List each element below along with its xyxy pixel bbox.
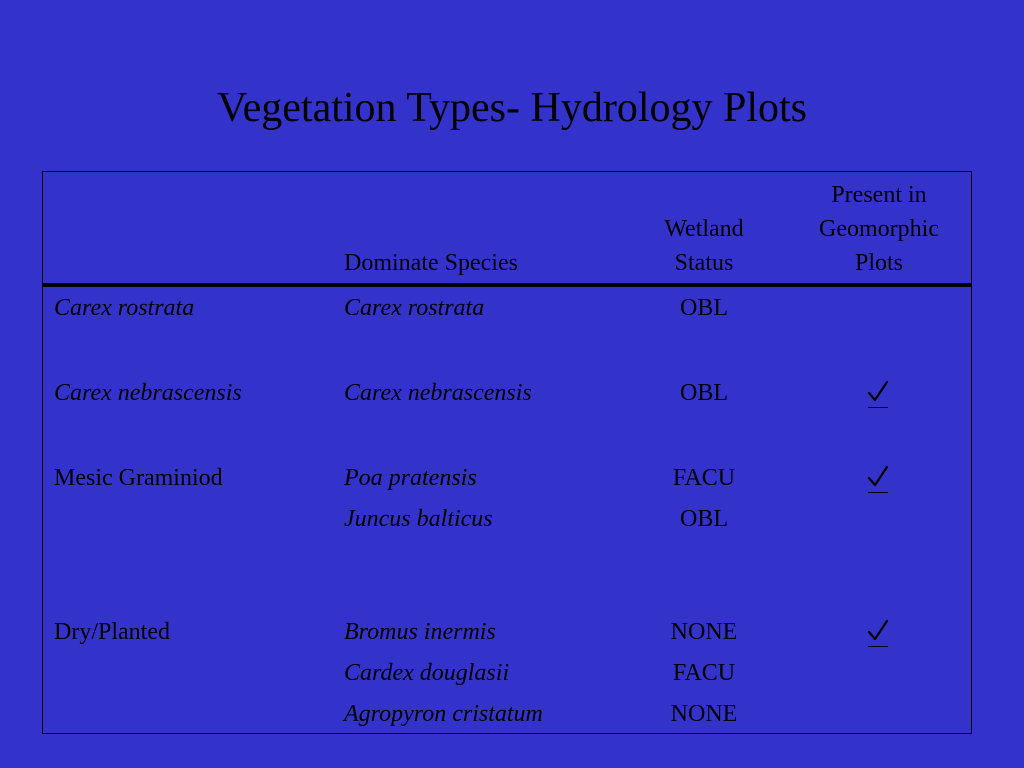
wetland-status-cell: NONE — [670, 701, 738, 727]
checkmark-icon — [866, 376, 894, 410]
wetland-status-cell: FACU — [672, 660, 736, 686]
vegetation-type-cell: Carex nebrascensis — [54, 380, 242, 406]
vegetation-type-cell: Mesic Graminiod — [54, 465, 223, 491]
species-cell: Bromus inermis — [344, 619, 496, 645]
header-wetland-status-line2: Status — [674, 250, 734, 276]
vegetation-type-cell: Carex rostrata — [54, 295, 195, 321]
vegetation-type-cell: Dry/Planted — [54, 619, 170, 645]
species-cell: Juncus balticus — [344, 506, 493, 532]
slide-title: Vegetation Types- Hydrology Plots — [216, 85, 808, 131]
header-present-line3: Plots — [854, 250, 904, 276]
species-cell: Carex nebrascensis — [344, 380, 532, 406]
vegetation-table — [42, 171, 972, 734]
wetland-status-cell: FACU — [672, 465, 736, 491]
wetland-status-cell: OBL — [680, 380, 728, 406]
checkmark-icon — [866, 615, 894, 649]
header-present-line2: Geomorphic — [819, 216, 939, 242]
header-present-line1: Present in — [831, 182, 927, 208]
species-cell: Agropyron cristatum — [344, 701, 543, 727]
species-cell: Poa pratensis — [344, 465, 477, 491]
wetland-status-cell: OBL — [680, 506, 728, 532]
header-wetland-status-line1: Wetland — [664, 216, 744, 242]
header-divider — [43, 283, 971, 287]
header-wetland-status — [634, 212, 774, 280]
wetland-status-cell: OBL — [680, 295, 728, 321]
header-dominate-species: Dominate Species — [344, 250, 518, 276]
wetland-status-cell: NONE — [670, 619, 738, 645]
checkmark-icon — [866, 461, 894, 495]
species-cell: Carex rostrata — [344, 295, 485, 321]
species-cell: Cardex douglasii — [344, 660, 510, 686]
header-present-in-plots — [799, 178, 959, 280]
